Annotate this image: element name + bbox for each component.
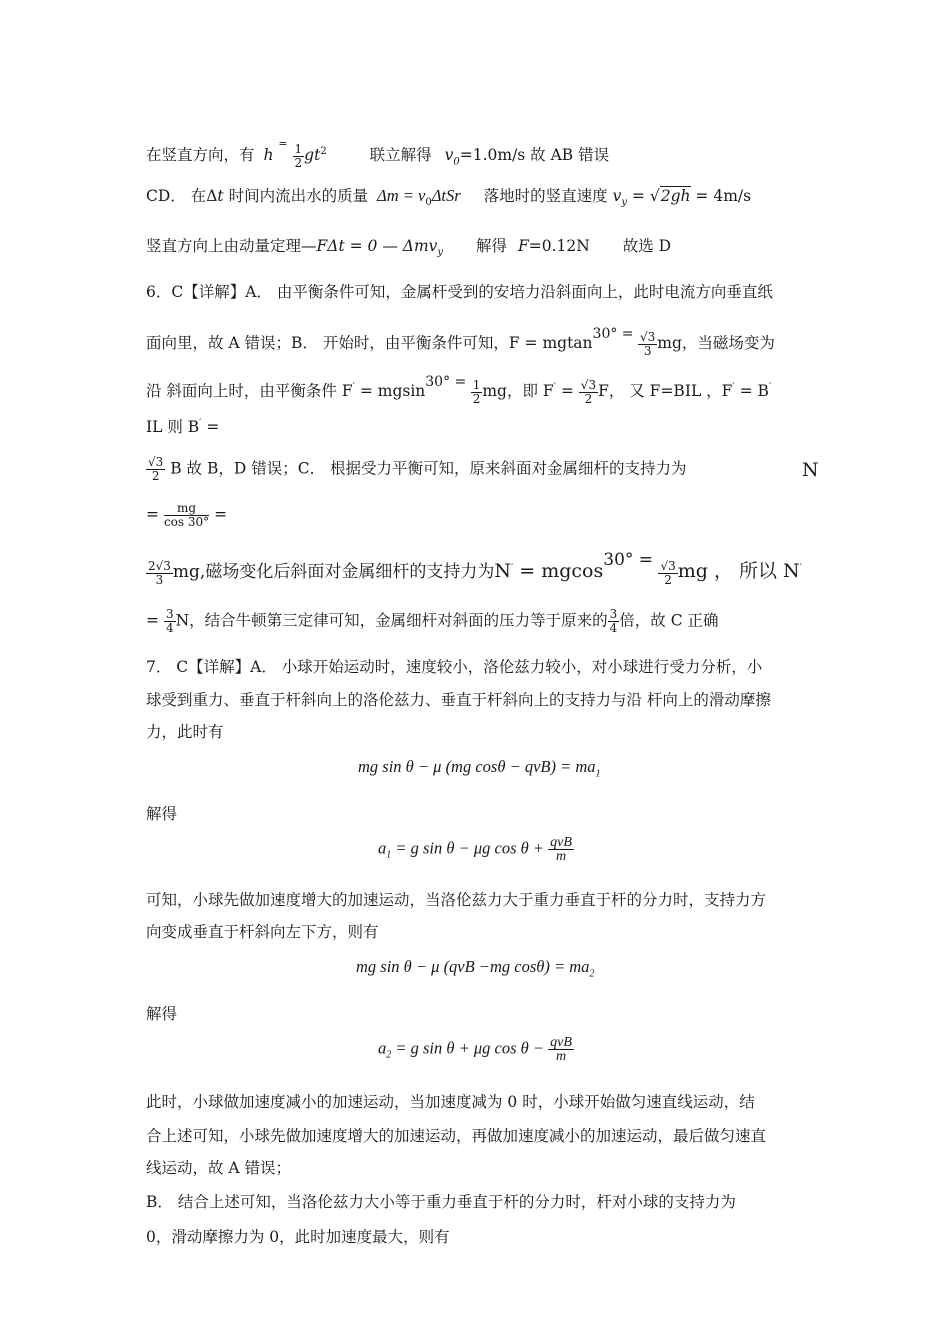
denominator: 2 (584, 391, 593, 406)
fraction (146, 560, 173, 587)
subscript: y (621, 197, 627, 209)
s6-line-5 (146, 456, 687, 483)
denominator: m (555, 849, 567, 864)
s6-line-2 (146, 328, 775, 358)
s6-line-7 (146, 550, 802, 587)
subscript: 2 (589, 968, 595, 980)
numerator: √3 (640, 329, 656, 344)
text: = (201, 418, 220, 437)
denominator: cos 30° (163, 515, 210, 529)
denominator: 2 (664, 572, 672, 587)
s7-line-6: 此时，小球做加速度减小的加速运动，当加速度减为 0 时，小球开始做匀速直线运动，结 (146, 1093, 755, 1111)
text: 联立解得 (369, 146, 432, 165)
s7-line-3: 力，此时有 (146, 723, 224, 741)
text: mg，即 F (482, 382, 554, 401)
fraction (638, 331, 657, 358)
eq-sign: = (555, 382, 579, 401)
fraction (579, 379, 598, 406)
subscript: 1 (386, 849, 392, 861)
prime: ′ (799, 563, 802, 574)
text: CD． 在Δ (146, 187, 218, 205)
text: =1.0m/s 故 AB 错误 (459, 146, 610, 165)
text: N，结合牛顿第三定律可知，金属细杆对斜面的压力等于原来的 (175, 611, 608, 630)
exponent: 2 (320, 146, 327, 157)
s5-line-2 (146, 186, 751, 213)
var-t: t (217, 187, 224, 205)
eq-sign: = (146, 505, 159, 524)
fraction (146, 456, 165, 483)
text: = mgsin (354, 382, 426, 401)
text: 解得 (476, 237, 508, 255)
angle: 30° = (425, 374, 471, 390)
numerator: √3 (580, 377, 597, 392)
text: mg,磁场变化后斜面对金属细杆的支持力为 (172, 562, 495, 583)
numerator: 3 (165, 607, 174, 621)
text: 倍，故 C 正确 (619, 611, 719, 630)
numerator: √3 (660, 558, 676, 573)
fraction (471, 379, 483, 406)
s6-line-3 (146, 376, 771, 406)
var-N: N (802, 459, 819, 481)
denominator: 4 (165, 621, 174, 635)
text: B 故 B，D 错误；C． 根据受力平衡可知，原来斜面对金属细杆的支持力为 (170, 459, 687, 478)
prime: ′ (352, 382, 355, 393)
angle: 30° = (592, 326, 638, 342)
equation-text: = g sin θ + μg cos θ − (391, 1038, 549, 1058)
s6-line-8 (146, 608, 719, 635)
numerator: 3 (609, 607, 618, 621)
denominator: 2 (151, 469, 160, 483)
denominator: 4 (609, 621, 618, 635)
var-v0: v (444, 146, 454, 165)
denominator: 3 (643, 343, 652, 358)
fraction-qvB-m (548, 1036, 574, 1063)
equation-text: mg sin θ − μ (mg cosθ − qvB) = ma (358, 757, 596, 776)
s7-line-5: 向变成垂直于杆斜向左下方，则有 (146, 923, 379, 941)
fraction-mg-cos30 (164, 502, 209, 529)
sqrt-sign: √ (649, 187, 660, 205)
text: F， 又 F=BIL ，F (598, 382, 733, 401)
eq-sign: = (278, 136, 288, 150)
s6-line-1: 6．C【详解】A． 由平衡条件可知，金属杆受到的安培力沿斜面向上，此时电流方向垂直纸 (146, 283, 773, 301)
s7-line-9: B． 结合上述可知，当洛伦兹力大小等于重力垂直于杆的分力时，杆对小球的支持力为 (146, 1193, 736, 1211)
fraction (608, 608, 620, 635)
fraction-qvB-m (548, 836, 574, 863)
prime: ′ (732, 382, 735, 393)
var-h: h (263, 146, 274, 165)
formula-momentum: FΔt = 0 — Δmv (316, 237, 438, 255)
s5-line-1 (146, 136, 610, 172)
value: =0.12N (528, 237, 590, 255)
numerator: mg (164, 502, 209, 516)
text: 在竖直方向，有 (146, 146, 255, 165)
text: 故选 D (622, 237, 672, 255)
var-a: a (378, 1038, 387, 1058)
s7-line-8: 线运动，故 A 错误； (146, 1159, 292, 1177)
numerator: 1 (294, 141, 303, 156)
equation-4 (378, 1036, 574, 1067)
s7-line-4: 可知，小球先做加速度增大的加速运动，当洛伦兹力大于重力垂直于杆的分力时，支持力方 (146, 891, 767, 909)
numerator: qvB (550, 1035, 572, 1050)
formula-mass: Δm = v (377, 186, 426, 205)
s7-line-2: 球受到重力、垂直于杆斜向上的洛伦兹力、垂直于杆斜向上的支持力与沿 杆向上的滑动摩擦 (146, 691, 771, 709)
numerator: qvB (550, 835, 572, 850)
var-a: a (378, 838, 387, 858)
text: = mgcos (513, 560, 604, 583)
value: = 4 (690, 187, 724, 205)
equation-text: = g sin θ − μg cos θ + (391, 838, 549, 858)
var-N-prime: N (494, 560, 511, 583)
prime: ′ (553, 382, 556, 393)
text: 落地时的竖直速度 (483, 187, 608, 205)
s7-solve-2: 解得 (146, 1005, 178, 1023)
denominator: 2 (294, 155, 303, 170)
fraction (164, 608, 176, 635)
text: mg，当磁场变为 (657, 334, 775, 353)
denominator: 3 (155, 572, 164, 587)
radicand: 2gh (660, 187, 691, 205)
numerator: √3 (148, 455, 164, 469)
text: 沿 斜面向上时，由平衡条件 F (146, 382, 353, 401)
text: = B (734, 382, 769, 401)
numerator: 2√3 (148, 558, 171, 573)
text: 时间内流出水的质量 (223, 187, 369, 205)
subscript: y (437, 247, 444, 259)
angle: 30° = (603, 550, 659, 570)
s7-line-1: 7． C【详解】A． 小球开始运动时，速度较小，洛伦兹力较小，对小球进行受力分析，小 (146, 658, 763, 676)
fraction (658, 560, 677, 587)
fraction-1-2 (293, 143, 305, 170)
s6-line-6 (146, 502, 227, 529)
unit: m/s (723, 187, 752, 205)
prime: ′ (199, 418, 202, 429)
subscript: 2 (386, 1049, 392, 1061)
s7-solve-1: 解得 (146, 805, 178, 823)
subscript: 0 (453, 156, 460, 168)
prime: ′ (768, 382, 772, 393)
var-gt: gt (304, 146, 321, 165)
equation-text: mg sin θ − μ (qvB −mg cosθ) = ma (356, 957, 590, 976)
text: mg ， 所以 N (677, 560, 800, 583)
s5-line-3 (146, 236, 671, 263)
eq-sign: = (626, 187, 650, 205)
eq-sign: = (146, 611, 159, 630)
var-vy: v (612, 187, 622, 205)
denominator: m (555, 1049, 567, 1064)
eq-sign: = (214, 505, 228, 524)
equation-2 (378, 836, 574, 867)
equation-1 (358, 756, 601, 785)
fraction-half (278, 138, 287, 149)
s7-line-10: 0，滑动摩擦力为 0，此时加速度最大，则有 (146, 1228, 450, 1246)
text: 面向里，故 A 错误；B． 开始时，由平衡条件可知，F = mgtan (146, 334, 593, 353)
s6-line-4 (146, 414, 219, 437)
var-F: F (517, 237, 529, 255)
numerator: 1 (472, 377, 481, 392)
denominator: 2 (472, 391, 481, 406)
subscript: 0 (425, 197, 432, 209)
equation-3 (356, 956, 594, 985)
text: IL 则 B (146, 418, 200, 437)
text: 竖直方向上由动量定理— (146, 237, 317, 255)
formula-tail: ΔtSr (431, 186, 461, 205)
prime: ′ (510, 563, 514, 574)
s7-line-7: 合上述可知，小球先做加速度增大的加速运动，再做加速度减小的加速运动，最后做匀速直 (146, 1127, 767, 1145)
subscript: 1 (595, 768, 601, 780)
